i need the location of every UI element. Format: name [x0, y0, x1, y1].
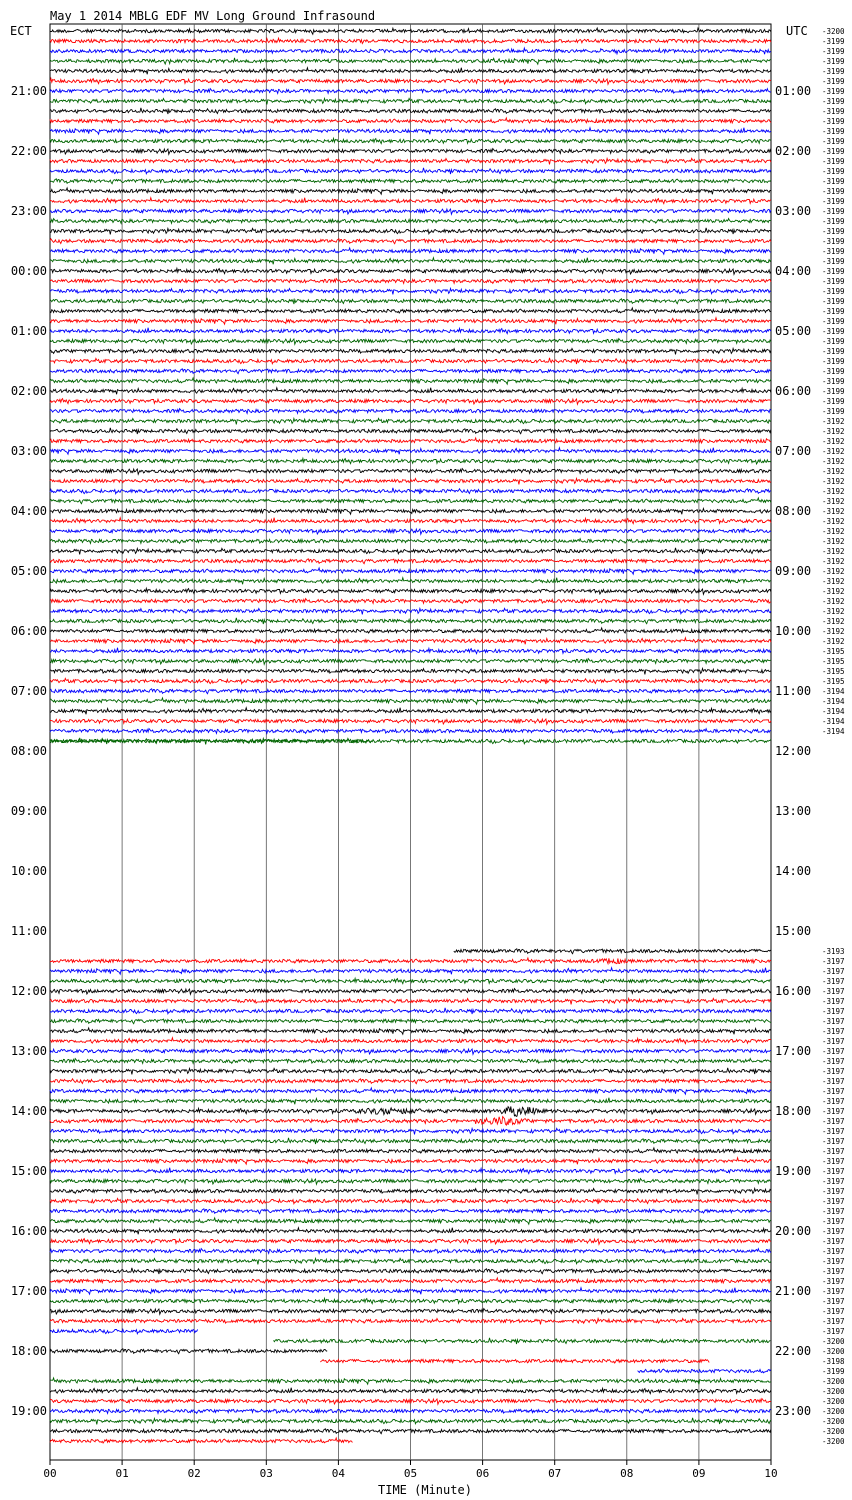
x-tick-label: 04 [331, 1467, 346, 1480]
left-axis-label: ECT [10, 24, 32, 38]
trace-offset-label: -3197 [822, 1177, 845, 1186]
right-hour-label: 17:00 [775, 1044, 812, 1058]
trace-offset-label: -3197 [822, 1037, 845, 1046]
trace-row [638, 1369, 771, 1373]
trace-offset-label: -3199 [822, 77, 845, 86]
trace-offset-label: -3199 [822, 397, 845, 406]
trace-offset-label: -3192 [822, 557, 845, 566]
right-hour-label: 21:00 [775, 1284, 812, 1298]
trace-offset-label: -3197 [822, 1067, 845, 1076]
x-tick-label: 02 [187, 1467, 201, 1480]
trace-offset-label: -3197 [822, 1117, 845, 1126]
left-hour-label: 07:00 [10, 684, 47, 698]
left-hour-label: 09:00 [10, 804, 47, 818]
right-hour-label: 12:00 [775, 744, 812, 758]
trace-offset-label: -3195 [822, 647, 845, 656]
trace-offset-label: -3197 [822, 1287, 845, 1296]
trace-offset-label: -3197 [822, 997, 845, 1006]
trace-offset-label: -3192 [822, 447, 845, 456]
trace-offset-label: -3199 [822, 117, 845, 126]
trace-offset-label: -3192 [822, 547, 845, 556]
trace-offset-label: -3197 [822, 1107, 845, 1116]
x-tick-label: 00 [43, 1467, 57, 1480]
trace-offset-label: -3199 [822, 277, 845, 286]
right-hour-label: 01:00 [775, 84, 812, 98]
trace-offset-label: -3197 [822, 1157, 845, 1166]
right-hour-label: 04:00 [775, 264, 812, 278]
trace-offset-label: -3199 [822, 207, 845, 216]
trace-offset-label: -3197 [822, 1317, 845, 1326]
trace-offset-label: -3199 [822, 357, 845, 366]
trace-offset-label: -3197 [822, 1057, 845, 1066]
trace-offset-label: -3199 [822, 97, 845, 106]
x-tick-label: 06 [475, 1467, 490, 1480]
trace-offset-label: -3192 [822, 627, 845, 636]
trace-offset-label: -3199 [822, 297, 845, 306]
trace-offset-label: -3194 [822, 697, 845, 706]
trace-row [454, 949, 771, 954]
trace-offset-label: -3199 [822, 287, 845, 296]
trace-offset-label: -3199 [822, 197, 845, 206]
trace-offset-label: -3197 [822, 1217, 845, 1226]
trace-offset-label: -3199 [822, 187, 845, 196]
trace-offset-label: -3192 [822, 417, 845, 426]
left-hour-label: 18:00 [10, 1344, 47, 1358]
trace-offset-label: -3200 [822, 1407, 845, 1416]
trace-offset-label: -3199 [822, 47, 845, 56]
trace-offset-label: -3200 [822, 1337, 845, 1346]
trace-offset-label: -3199 [822, 157, 845, 166]
left-hour-label: 11:00 [10, 924, 47, 938]
left-hour-label: 17:00 [10, 1284, 47, 1298]
trace-offset-label: -3199 [822, 367, 845, 376]
trace-offset-label: -3197 [822, 1227, 845, 1236]
trace-offset-label: -3192 [822, 567, 845, 576]
trace-offset-label: -3192 [822, 637, 845, 646]
x-tick-label: 03 [259, 1467, 273, 1480]
right-hour-label: 15:00 [775, 924, 812, 938]
trace-offset-label: -3192 [822, 467, 845, 476]
trace-offset-label: -3197 [822, 987, 845, 996]
x-tick-label: 10 [764, 1467, 778, 1480]
trace-offset-label: -3199 [822, 387, 845, 396]
left-hour-label: 01:00 [10, 324, 47, 338]
left-hour-label: 19:00 [10, 1404, 47, 1418]
trace-offset-label: -3197 [822, 1147, 845, 1156]
trace-offset-label: -3200 [822, 27, 845, 36]
trace-offset-label: -3197 [822, 1167, 845, 1176]
trace-offset-label: -3200 [822, 1377, 845, 1386]
right-hour-label: 20:00 [775, 1224, 812, 1238]
right-hour-label: 02:00 [775, 144, 812, 158]
trace-offset-label: -3197 [822, 1047, 845, 1056]
left-hour-label: 00:00 [10, 264, 47, 278]
trace-offset-label: -3194 [822, 717, 845, 726]
trace-offset-label: -3192 [822, 497, 845, 506]
chart-title: May 1 2014 MBLG EDF MV Long Ground Infrasound [50, 9, 376, 23]
trace-offset-label: -3199 [822, 327, 845, 336]
trace-offset-label: -3199 [822, 307, 845, 316]
trace-offset-label: -3199 [822, 87, 845, 96]
left-hour-label: 15:00 [10, 1164, 47, 1178]
trace-offset-label: -3197 [822, 1197, 845, 1206]
trace-offset-label: -3200 [822, 1387, 845, 1396]
trace-offset-label: -3192 [822, 587, 845, 596]
trace-offset-label: -3199 [822, 177, 845, 186]
left-hour-label: 16:00 [10, 1224, 47, 1238]
left-hour-label: 23:00 [10, 204, 47, 218]
trace-offset-label: -3192 [822, 517, 845, 526]
trace-offset-label: -3194 [822, 707, 845, 716]
trace-offset-label: -3199 [822, 257, 845, 266]
right-hour-label: 05:00 [775, 324, 812, 338]
right-hour-label: 14:00 [775, 864, 812, 878]
trace-row [50, 1349, 327, 1354]
left-hour-label: 12:00 [10, 984, 47, 998]
trace-offset-label: -3195 [822, 657, 845, 666]
trace-offset-label: -3197 [822, 1247, 845, 1256]
trace-offset-label: -3197 [822, 1267, 845, 1276]
trace-offset-label: -3200 [822, 1347, 845, 1356]
right-hour-label: 11:00 [775, 684, 812, 698]
left-hour-label: 04:00 [10, 504, 47, 518]
trace-offset-label: -3192 [822, 617, 845, 626]
trace-offset-label: -3192 [822, 477, 845, 486]
right-hour-label: 23:00 [775, 1404, 812, 1418]
trace-offset-label: -3199 [822, 107, 845, 116]
right-hour-label: 19:00 [775, 1164, 812, 1178]
trace-offset-label: -3193 [822, 947, 845, 956]
trace-offset-label: -3199 [822, 217, 845, 226]
trace-offset-label: -3199 [822, 37, 845, 46]
trace-offset-label: -3197 [822, 1017, 845, 1026]
trace-offset-label: -3199 [822, 247, 845, 256]
trace-offset-label: -3197 [822, 967, 845, 976]
trace-offset-label: -3197 [822, 1257, 845, 1266]
trace-offset-label: -3200 [822, 1397, 845, 1406]
left-hour-label: 05:00 [10, 564, 47, 578]
trace-offset-label: -3195 [822, 677, 845, 686]
right-hour-label: 10:00 [775, 624, 812, 638]
x-axis-label: TIME (Minute) [378, 1483, 472, 1497]
trace-offset-label: -3192 [822, 427, 845, 436]
trace-offset-label: -3197 [822, 1077, 845, 1086]
left-hour-label: 08:00 [10, 744, 47, 758]
trace-offset-label: -3192 [822, 457, 845, 466]
trace-offset-label: -3197 [822, 1207, 845, 1216]
trace-offset-label: -3192 [822, 537, 845, 546]
trace-offset-label: -3197 [822, 1327, 845, 1336]
trace-offset-label: -3192 [822, 597, 845, 606]
right-hour-label: 16:00 [775, 984, 812, 998]
trace-row [320, 1359, 709, 1363]
trace-offset-label: -3199 [822, 337, 845, 346]
trace-offset-label: -3192 [822, 437, 845, 446]
right-hour-label: 07:00 [775, 444, 812, 458]
x-tick-label: 07 [548, 1467, 562, 1480]
x-tick-label: 01 [115, 1467, 129, 1480]
trace-offset-label: -3199 [822, 167, 845, 176]
trace-offset-label: -3199 [822, 377, 845, 386]
trace-row [50, 1438, 352, 1443]
trace-offset-label: -3197 [822, 1307, 845, 1316]
trace-offset-label: -3199 [822, 237, 845, 246]
trace-offset-label: -3197 [822, 1087, 845, 1096]
trace-offset-label: -3197 [822, 977, 845, 986]
left-hour-label: 03:00 [10, 444, 47, 458]
trace-offset-label: -3192 [822, 527, 845, 536]
trace-offset-label: -3200 [822, 1427, 845, 1436]
trace-offset-label: -3199 [822, 57, 845, 66]
trace-offset-label: -3197 [822, 957, 845, 966]
trace-offset-label: -3194 [822, 727, 845, 736]
left-hour-label: 22:00 [10, 144, 47, 158]
trace-offset-label: -3192 [822, 577, 845, 586]
trace-offset-label: -3199 [822, 147, 845, 156]
trace-offset-label: -3199 [822, 317, 845, 326]
trace-offset-label: -3192 [822, 487, 845, 496]
right-hour-label: 13:00 [775, 804, 812, 818]
left-hour-label: 06:00 [10, 624, 47, 638]
right-hour-label: 08:00 [775, 504, 812, 518]
left-hour-label: 02:00 [10, 384, 47, 398]
trace-offset-label: -3197 [822, 1277, 845, 1286]
trace-offset-label: -3199 [822, 1367, 845, 1376]
right-hour-label: 06:00 [775, 384, 812, 398]
right-axis-label: UTC [786, 24, 808, 38]
trace-row [274, 1338, 771, 1344]
x-tick-label: 05 [403, 1467, 418, 1480]
left-hour-label: 14:00 [10, 1104, 47, 1118]
x-tick-label: 09 [692, 1467, 706, 1480]
trace-offset-label: -3199 [822, 407, 845, 416]
left-hour-label: 10:00 [10, 864, 47, 878]
trace-offset-label: -3197 [822, 1097, 845, 1106]
trace-offset-label: -3197 [822, 1127, 845, 1136]
trace-row [50, 738, 370, 744]
left-hour-label: 13:00 [10, 1044, 47, 1058]
x-tick-label: 08 [620, 1467, 634, 1480]
trace-offset-label: -3197 [822, 1007, 845, 1016]
trace-offset-label: -3199 [822, 347, 845, 356]
trace-offset-label: -3198 [822, 1357, 845, 1366]
trace-offset-label: -3195 [822, 667, 845, 676]
trace-offset-label: -3197 [822, 1137, 845, 1146]
trace-offset-label: -3200 [822, 1417, 845, 1426]
trace-offset-label: -3192 [822, 507, 845, 516]
trace-offset-label: -3199 [822, 267, 845, 276]
right-hour-label: 03:00 [775, 204, 812, 218]
trace-offset-label: -3199 [822, 137, 845, 146]
trace-offset-label: -3199 [822, 127, 845, 136]
trace-offset-label: -3197 [822, 1297, 845, 1306]
right-hour-label: 22:00 [775, 1344, 812, 1358]
right-hour-label: 18:00 [775, 1104, 812, 1118]
left-hour-label: 21:00 [10, 84, 47, 98]
trace-offset-label: -3194 [822, 687, 845, 696]
trace-offset-label: -3199 [822, 67, 845, 76]
trace-row [50, 1329, 198, 1333]
trace-offset-label: -3197 [822, 1237, 845, 1246]
trace-offset-label: -3192 [822, 607, 845, 616]
right-hour-label: 09:00 [775, 564, 812, 578]
trace-offset-label: -3200 [822, 1437, 845, 1446]
trace-offset-label: -3199 [822, 227, 845, 236]
trace-offset-label: -3197 [822, 1187, 845, 1196]
trace-offset-label: -3197 [822, 1027, 845, 1036]
